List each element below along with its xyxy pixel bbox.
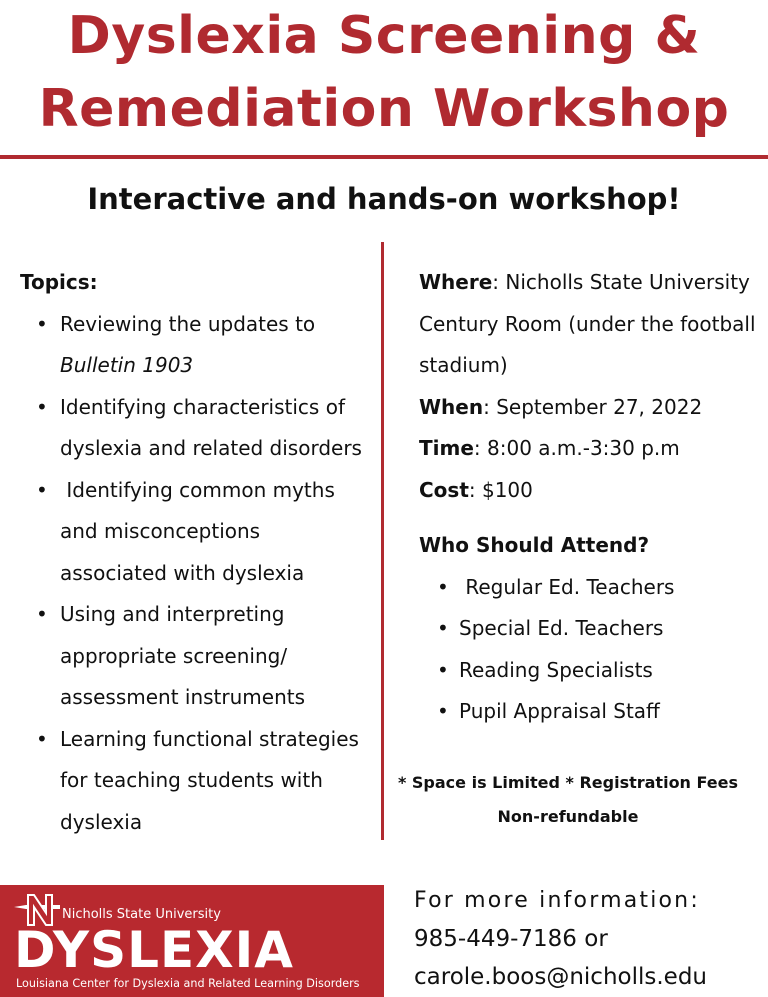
- dyslexia-wordmark: DYSLEXIA: [14, 921, 294, 979]
- when-value: : September 27, 2022: [483, 394, 703, 419]
- topic-line: • Using and interpreting: [60, 602, 285, 626]
- column-divider: [381, 242, 384, 840]
- topics-list: [20, 304, 370, 844]
- topic-item: [60, 470, 370, 595]
- topic-item: [60, 719, 370, 844]
- topic-item: [60, 387, 370, 470]
- time-label: Time: [419, 436, 474, 460]
- title-divider: [0, 155, 768, 159]
- page-title-line-2: Remediation Workshop: [38, 79, 730, 139]
- attend-item: • Reading Specialists: [459, 650, 764, 692]
- topic-line: and misconceptions: [60, 519, 261, 543]
- topic-item: [60, 594, 370, 719]
- dyslexia-center-logo: [0, 885, 384, 997]
- notice-line-2: Non-refundable: [497, 807, 639, 826]
- when-label: When: [419, 394, 484, 419]
- topic-line: dyslexia and related disorders: [60, 436, 362, 460]
- topic-line: • Identifying characteristics of: [60, 394, 345, 419]
- attend-item: • Regular Ed. Teachers: [459, 567, 764, 609]
- subtitle: Interactive and hands-on workshop!: [87, 182, 681, 216]
- attend-list: [419, 567, 764, 733]
- where-value: : Nicholls State University: [492, 270, 750, 294]
- where-label: Where: [419, 270, 493, 294]
- topic-line: • Reviewing the updates to: [60, 311, 316, 336]
- attend-item: • Pupil Appraisal Staff: [459, 691, 764, 733]
- university-name: Nicholls State University: [62, 907, 221, 922]
- where-line-3: stadium): [419, 353, 508, 377]
- cost-value: : $100: [468, 477, 533, 502]
- center-name: Louisiana Center for Dyslexia and Related Learning Disorders: [16, 977, 360, 990]
- contact-info: [414, 882, 764, 996]
- details-section: [419, 262, 764, 733]
- contact-heading: For more information:: [414, 888, 700, 913]
- topic-line: for teaching students with: [60, 768, 323, 792]
- time-value: : 8:00 a.m.-3:30 p.m: [473, 436, 680, 460]
- contact-email: carole.boos@nicholls.edu: [414, 964, 708, 990]
- contact-phone: 985-449-7186 or: [414, 926, 608, 952]
- time-row: [419, 428, 764, 470]
- topic-line: • Identifying common myths: [60, 477, 335, 502]
- attend-heading: Who Should Attend?: [419, 533, 650, 557]
- notice-line-1: * Space is Limited * Registration Fees: [397, 773, 739, 792]
- topic-line: assessment instruments: [60, 685, 306, 709]
- topic-line: appropriate screening/: [60, 643, 288, 668]
- topic-item: [60, 304, 370, 387]
- cost-label: Cost: [419, 477, 469, 502]
- registration-notice: [388, 766, 748, 834]
- topics-section: [20, 262, 370, 843]
- where-row: [419, 262, 764, 304]
- topic-line: • Learning functional strategies: [60, 726, 359, 751]
- page-title-line-1: Dyslexia Screening &: [67, 6, 701, 66]
- topic-line: Bulletin 1903: [60, 353, 194, 377]
- cost-row: [419, 470, 764, 512]
- topic-line: associated with dyslexia: [60, 560, 305, 585]
- topics-heading: Topics:: [20, 270, 98, 294]
- attend-item: • Special Ed. Teachers: [459, 608, 764, 650]
- when-row: [419, 387, 764, 429]
- where-line-2: Century Room (under the football: [419, 311, 756, 336]
- topic-line: dyslexia: [60, 809, 143, 834]
